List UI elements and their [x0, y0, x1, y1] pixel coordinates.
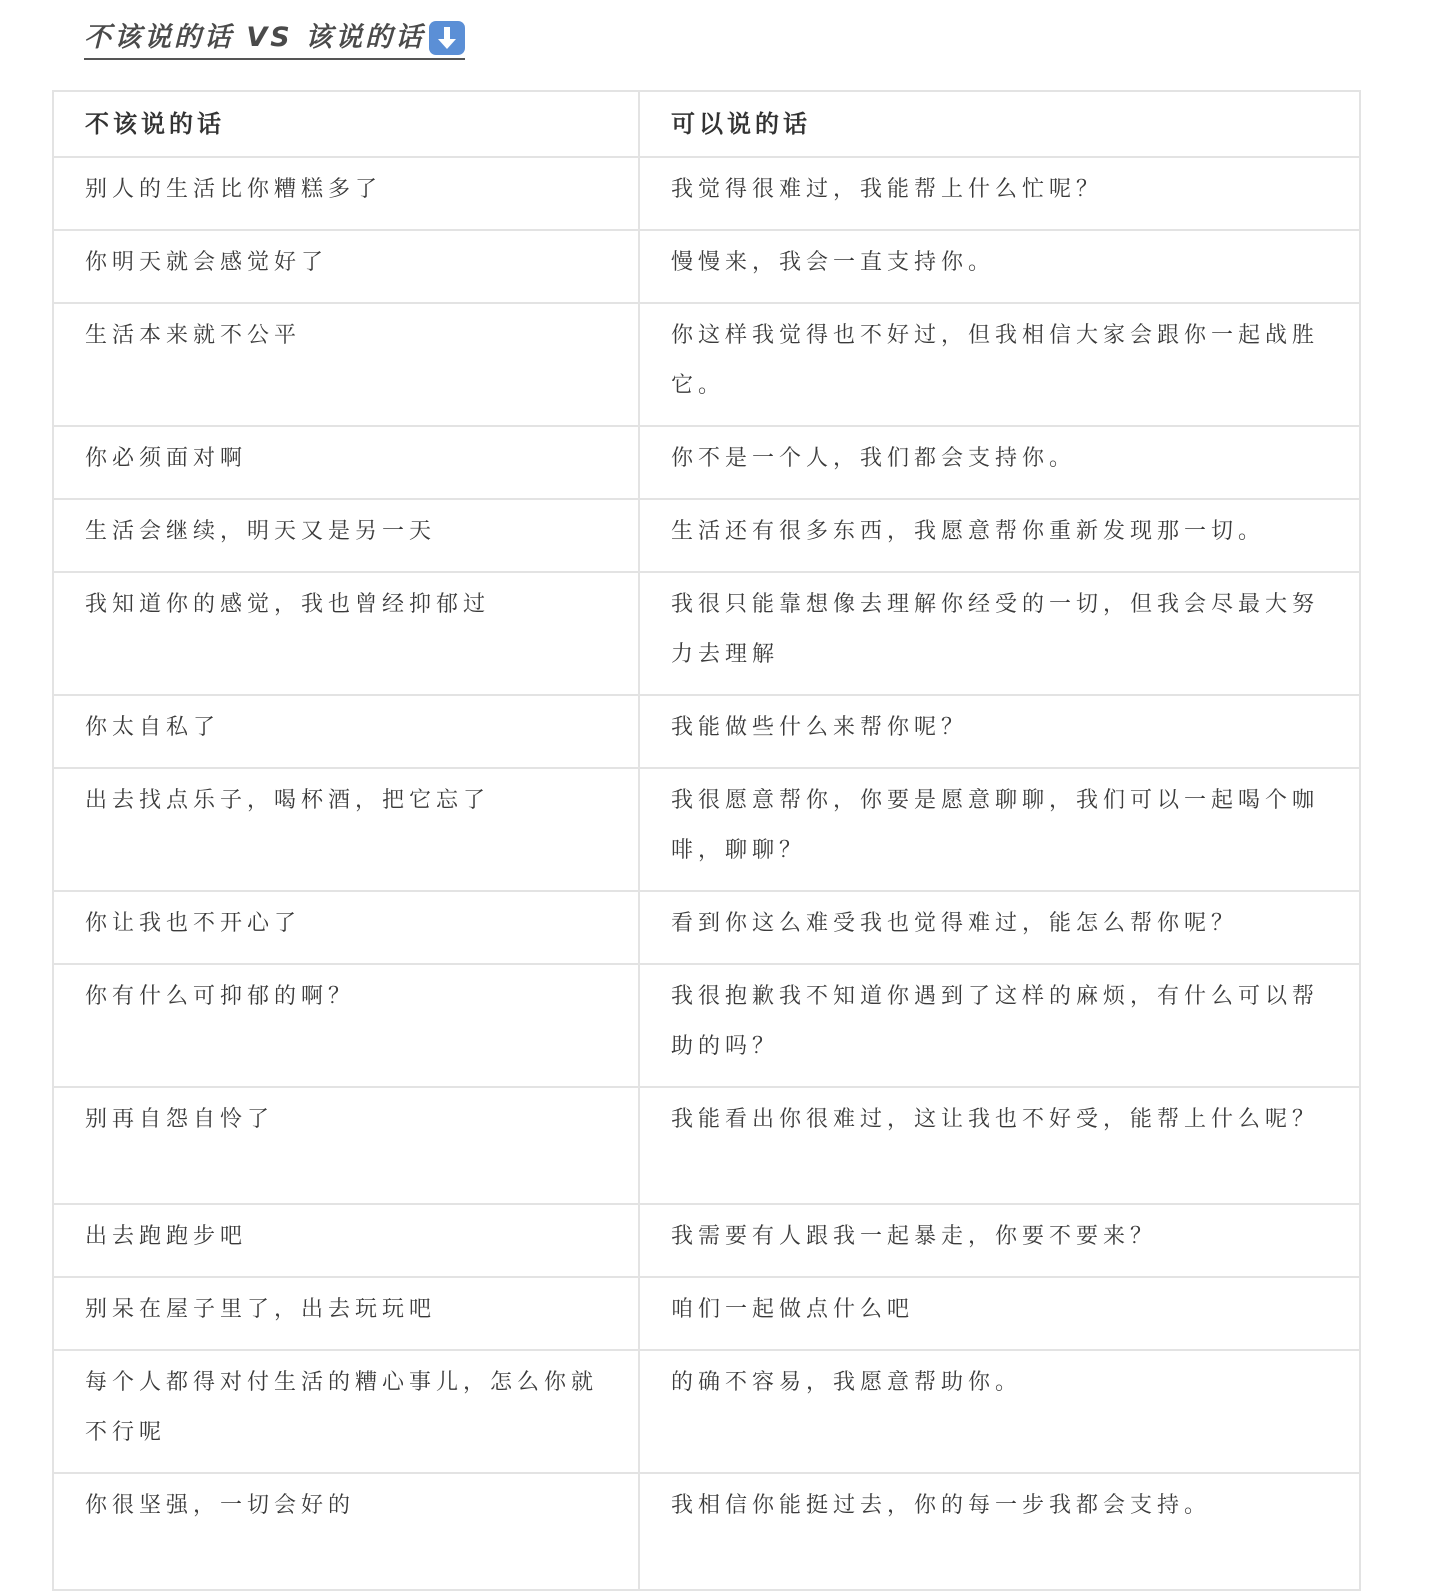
can-say-cell: [639, 1204, 1360, 1277]
dont-say-cell: [53, 499, 639, 572]
table-row: [53, 768, 1360, 891]
dont-say-cell: [53, 572, 639, 695]
dont-say-cell: [53, 157, 639, 230]
can-say-text: 慢慢来，我会一直支持你。: [671, 250, 996, 275]
dont-say-text: 你明天就会感觉好了: [85, 250, 329, 275]
dont-say-text: 你有什么可抑郁的啊？: [85, 984, 356, 1009]
dont-say-text: 你让我也不开心了: [85, 911, 302, 936]
can-say-text: 我能做些什么来帮你呢？: [671, 715, 969, 740]
can-say-cell: [639, 1087, 1360, 1204]
can-say-text: 生活还有很多东西，我愿意帮你重新发现那一切。: [671, 519, 1266, 544]
table-row: [53, 1350, 1360, 1473]
dont-say-text: 别呆在屋子里了，出去玩玩吧: [85, 1297, 437, 1322]
can-say-text: 我相信你能挺过去，你的每一步我都会支持。: [671, 1493, 1212, 1518]
dont-say-text: 生活本来就不公平: [85, 323, 302, 348]
dont-say-cell: [53, 1277, 639, 1350]
can-say-cell: [639, 157, 1360, 230]
can-say-text: 我很抱歉我不知道你遇到了这样的麻烦，有什么可以帮助的吗？: [671, 984, 1320, 1059]
dont-say-cell: [53, 426, 639, 499]
comparison-table: [52, 90, 1361, 1591]
can-say-text: 我很愿意帮你，你要是愿意聊聊，我们可以一起喝个咖啡，聊聊？: [671, 788, 1320, 863]
can-say-cell: [639, 768, 1360, 891]
dont-say-cell: [53, 1204, 639, 1277]
dont-say-text: 你很坚强，一切会好的: [85, 1493, 356, 1518]
dont-say-text: 别再自怨自怜了: [85, 1107, 275, 1132]
table-row: [53, 230, 1360, 303]
dont-say-cell: [53, 230, 639, 303]
table-header-row: [53, 91, 1360, 157]
dont-say-cell: [53, 695, 639, 768]
table-row: [53, 1277, 1360, 1350]
dont-say-text: 别人的生活比你糟糕多了: [85, 177, 383, 202]
dont-say-text: 我知道你的感觉，我也曾经抑郁过: [85, 592, 491, 617]
dont-say-text: 生活会继续，明天又是另一天: [85, 519, 437, 544]
table-row: [53, 572, 1360, 695]
table-row: [53, 499, 1360, 572]
dont-say-text: 每个人都得对付生活的糟心事儿，怎么你就不行呢: [85, 1370, 599, 1445]
can-say-text: 我觉得很难过，我能帮上什么忙呢？: [671, 177, 1104, 202]
dont-say-cell: [53, 1350, 639, 1473]
table-row: [53, 303, 1360, 426]
can-say-cell: [639, 1277, 1360, 1350]
dont-say-cell: [53, 964, 639, 1087]
can-say-text: 我很只能靠想像去理解你经受的一切，但我会尽最大努力去理解: [671, 592, 1320, 667]
table-row: [53, 695, 1360, 768]
can-say-cell: [639, 964, 1360, 1087]
can-say-cell: [639, 695, 1360, 768]
can-say-cell: [639, 499, 1360, 572]
dont-say-text: 出去跑跑步吧: [85, 1224, 248, 1249]
can-say-text: 你不是一个人，我们都会支持你。: [671, 446, 1077, 471]
can-say-text: 我能看出你很难过，这让我也不好受，能帮上什么呢？: [671, 1107, 1320, 1132]
table-row: [53, 891, 1360, 964]
can-say-text: 我需要有人跟我一起暴走，你要不要来？: [671, 1224, 1158, 1249]
table-row: [53, 1473, 1360, 1590]
can-say-text: 你这样我觉得也不好过，但我相信大家会跟你一起战胜它。: [671, 323, 1320, 398]
table-row: [53, 426, 1360, 499]
dont-say-cell: [53, 768, 639, 891]
dont-say-cell: [53, 303, 639, 426]
section-heading-text: 不该说的话 VS 该说的话: [84, 22, 426, 53]
can-say-text: 的确不容易，我愿意帮助你。: [671, 1370, 1023, 1395]
can-say-cell: [639, 303, 1360, 426]
table-row: [53, 1087, 1360, 1204]
dont-say-text: 出去找点乐子，喝杯酒，把它忘了: [85, 788, 491, 813]
dont-say-cell: [53, 891, 639, 964]
dont-say-cell: [53, 1473, 639, 1590]
dont-say-cell: [53, 1087, 639, 1204]
column-header-can-say: 可以说的话: [639, 91, 1360, 157]
table-row: [53, 964, 1360, 1087]
can-say-cell: [639, 1473, 1360, 1590]
dont-say-text: 你太自私了: [85, 715, 221, 740]
can-say-cell: [639, 891, 1360, 964]
table-row: [53, 157, 1360, 230]
can-say-text: 咱们一起做点什么吧: [671, 1297, 915, 1322]
down-arrow-icon: [429, 21, 465, 55]
can-say-cell: [639, 230, 1360, 303]
can-say-cell: [639, 426, 1360, 499]
can-say-text: 看到你这么难受我也觉得难过，能怎么帮你呢？: [671, 911, 1239, 936]
dont-say-text: 你必须面对啊: [85, 446, 248, 471]
section-heading: [84, 18, 465, 60]
table-body: [53, 157, 1360, 1590]
column-header-dont-say: 不该说的话: [53, 91, 639, 157]
can-say-cell: [639, 572, 1360, 695]
can-say-cell: [639, 1350, 1360, 1473]
table-row: [53, 1204, 1360, 1277]
